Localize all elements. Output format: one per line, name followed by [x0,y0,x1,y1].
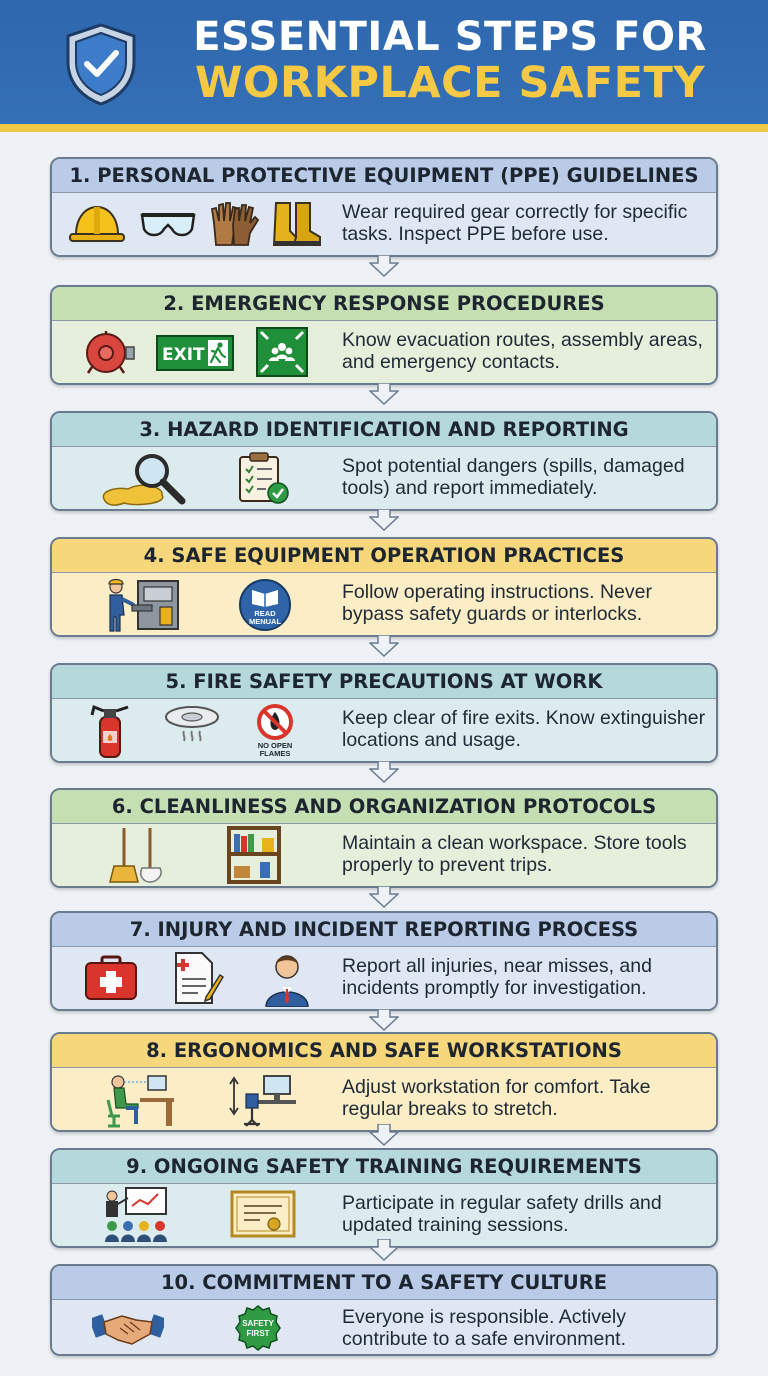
svg-text:SAFETY: SAFETY [242,1319,274,1328]
assembly-point-icon [256,327,308,377]
step-connector-arrow [369,509,399,531]
step-card-1 [50,157,718,257]
no-open-flames-label-2: FLAMES [259,749,291,758]
step-connector-arrow [369,255,399,277]
svg-text:FIRST: FIRST [246,1329,270,1338]
step-description: Participate in regular safety drills and updated training sessions. [342,1192,662,1236]
first-aid-kit-icon [84,955,138,1001]
step-card-9 [50,1148,718,1248]
step-connector-arrow [369,635,399,657]
training-session-icon [100,1186,170,1244]
svg-text:EXIT: EXIT [162,345,205,365]
svg-text:MENUAL: MENUAL [248,617,282,626]
page-title-line-2: WORKPLACE SAFETY [195,58,705,108]
step-card-4 [50,537,718,637]
step-card-10 [50,1264,718,1356]
certificate-icon [230,1190,296,1238]
broom-mop-icon [108,826,172,884]
step-card-2 [50,285,718,385]
step-connector-arrow [369,1124,399,1146]
step-title: 6. CLEANLINESS AND ORGANIZATION PROTOCOLS [52,790,716,824]
header-accent-stripe [0,124,768,132]
exit-sign-icon [156,335,234,371]
step-connector-arrow [369,383,399,405]
spill-magnifier-icon [98,451,190,507]
handshake-icon [92,1304,164,1350]
step-description: Maintain a clean workspace. Store tools properly to prevent trips. [342,832,687,876]
step-title: 10. COMMITMENT TO A SAFETY CULTURE [52,1266,716,1300]
step-card-3 [50,411,718,511]
fire-extinguisher-icon [88,701,134,759]
step-description: Follow operating instructions. Never bypass safety guards or interlocks. [342,581,652,625]
read-manual-icon [238,578,292,632]
step-description: Keep clear of fire exits. Know extinguisher locations and usage. [342,707,706,751]
step-description: Everyone is responsible. Actively contribute to a safe environment. [342,1306,626,1350]
no-open-flames-label-1: NO OPEN [257,741,293,750]
safety-boots-icon [270,199,322,249]
storage-shelf-icon [226,826,282,884]
no-open-flames-icon [252,703,298,743]
supervisor-icon [262,951,312,1007]
safety-goggles-icon [138,207,198,241]
step-description: Adjust workstation for comfort. Take regular breaks to stretch. [342,1076,651,1120]
step-connector-arrow [369,1009,399,1031]
step-description: Spot potential dangers (spills, damaged tools) and report immediately. [342,455,685,499]
checklist-icon [236,451,292,505]
step-connector-arrow [369,761,399,783]
step-card-8 [50,1032,718,1132]
gloves-icon [208,199,260,249]
svg-text:READ: READ [254,609,276,618]
step-card-6 [50,788,718,888]
step-card-7 [50,911,718,1011]
safety-first-badge-icon [234,1304,282,1352]
machine-operator-icon [104,575,186,633]
step-title: 5. FIRE SAFETY PRECAUTIONS AT WORK [52,665,716,699]
step-title: 7. INJURY AND INCIDENT REPORTING PROCESS [52,913,716,947]
medical-report-icon [172,951,224,1005]
step-connector-arrow [369,1239,399,1261]
step-title: 1. PERSONAL PROTECTIVE EQUIPMENT (PPE) GUIDELINES [52,159,716,193]
step-connector-arrow [369,886,399,908]
seated-worker-icon [104,1070,176,1128]
hard-hat-icon [68,201,126,247]
step-title: 3. HAZARD IDENTIFICATION AND REPORTING [52,413,716,447]
step-description: Know evacuation routes, assembly areas, and emergency contacts. [342,329,703,373]
adjustable-desk-icon [228,1072,298,1128]
step-description: Wear required gear correctly for specific tasks. Inspect PPE before use. [342,201,688,245]
step-title: 9. ONGOING SAFETY TRAINING REQUIREMENTS [52,1150,716,1184]
step-card-5 [50,663,718,763]
shield-check-icon [64,22,138,106]
alarm-bell-icon [82,329,136,377]
step-title: 2. EMERGENCY RESPONSE PROCEDURES [52,287,716,321]
smoke-detector-icon [164,705,220,751]
step-description: Report all injuries, near misses, and incidents promptly for investigation. [342,955,652,999]
step-title: 4. SAFE EQUIPMENT OPERATION PRACTICES [52,539,716,573]
step-title: 8. ERGONOMICS AND SAFE WORKSTATIONS [52,1034,716,1068]
page-title-line-1: ESSENTIAL STEPS FOR [193,14,707,60]
